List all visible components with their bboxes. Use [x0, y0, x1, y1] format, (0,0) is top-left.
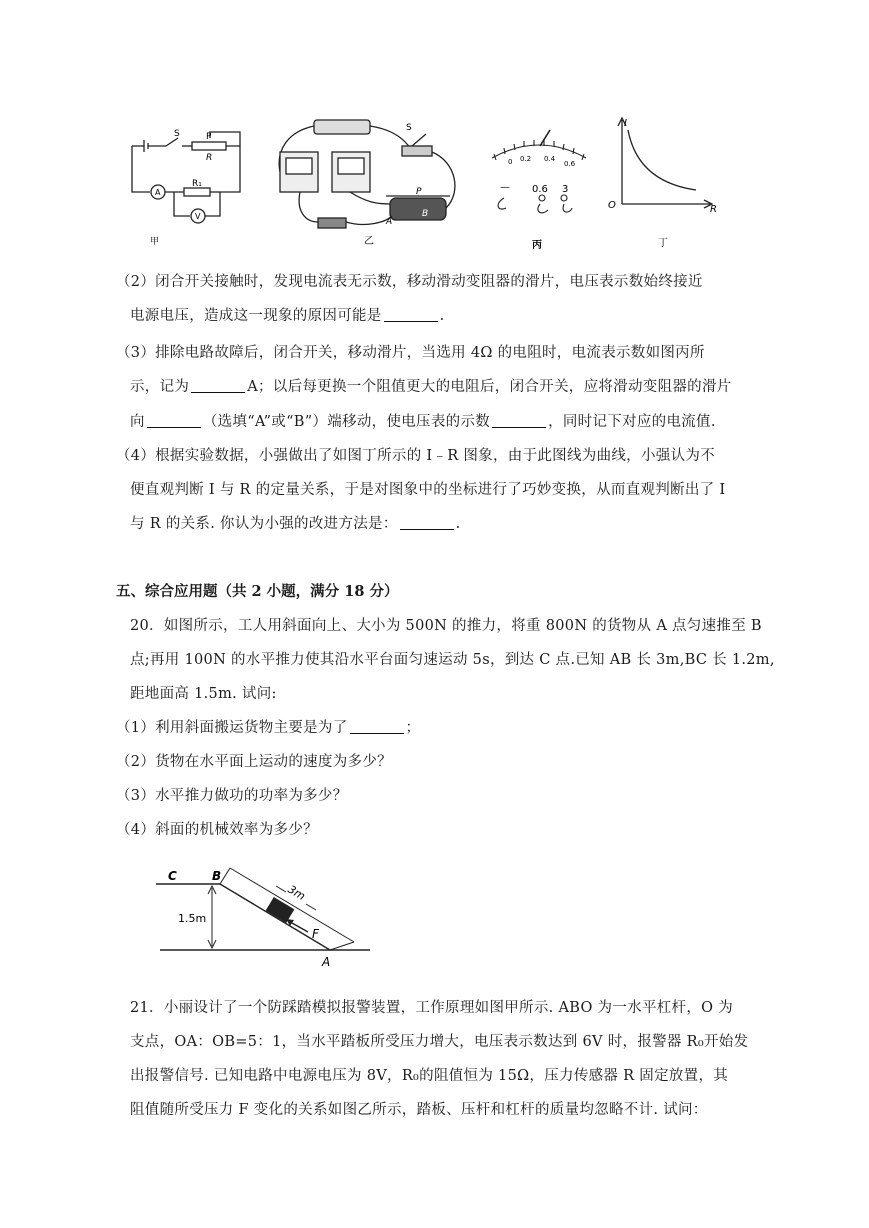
- svg-text:A: A: [155, 188, 161, 197]
- figure-bing-label: 丙: [532, 240, 542, 251]
- q19-p2-line2: 电源电压，造成这一现象的原因可能是 .: [130, 308, 445, 324]
- circuit-r-label: R: [206, 153, 213, 163]
- q19-answer-blank-5[interactable]: [400, 515, 454, 530]
- meter-terminal-06: 0.6: [532, 184, 548, 195]
- figure-incline: [156, 862, 376, 972]
- q20-sub2: （2）货物在水平面上运动的速度为多少？: [116, 754, 392, 770]
- circuit-s-label: S: [174, 129, 180, 139]
- section-heading: 五、综合应用题（共 2 小题，满分 18 分）: [116, 583, 399, 600]
- q20-line3: 距地面高 1.5m. 试问:: [130, 686, 277, 702]
- q20-answer-blank-1[interactable]: [350, 719, 404, 734]
- meter-tick-1: 0.2: [520, 155, 532, 163]
- q19-answer-blank-1[interactable]: [384, 307, 438, 322]
- q19-answer-blank-2[interactable]: [191, 378, 245, 393]
- circuit-p-label: P: [206, 132, 212, 142]
- yi-p-label: P: [416, 187, 422, 197]
- q21-line3: 出报警信号. 已知电路中电源电压为 8V，R₀的阻值恒为 15Ω，压力传感器 R 固定放置，其: [130, 1068, 729, 1084]
- incline-a-label: A: [322, 955, 331, 969]
- meter-tick-3: 0.6: [564, 160, 576, 168]
- figure-yi-label: 乙: [364, 236, 374, 247]
- meter-tick-0: 0: [508, 158, 513, 166]
- incline-f-label: F: [312, 927, 319, 941]
- figure-bing-ammeter: [484, 128, 594, 252]
- q19-p2-line1: （2）闭合开关接触时，发现电流表无示数，移动滑动变阻器的滑片，电压表示数始终接近: [116, 274, 703, 290]
- figure-ding-graph: [604, 112, 724, 252]
- q19-p4-line1: （4）根据实验数据，小强做出了如图丁所示的 I﹣R 图象，由于此图线为曲线，小强认为不: [116, 448, 715, 464]
- figure-jia-label: 甲: [150, 237, 160, 247]
- meter-tick-2: 0.4: [544, 155, 556, 163]
- incline-b-label: B: [212, 869, 222, 883]
- q21-line2: 支点，OA：OB=5：1，当水平踏板所受压力增大，电压表示数达到 6V 时，报警器 R₀开始发: [130, 1034, 749, 1050]
- incline-c-label: C: [168, 869, 177, 883]
- figure-jia-circuit: [122, 128, 252, 248]
- q20-sub1: （1）利用斜面搬运货物主要是为了 ；: [116, 720, 421, 736]
- q19-answer-blank-3[interactable]: [147, 413, 201, 428]
- q20-line2: 点;再用 100N 的水平推力使其沿水平台面匀速运动 5s，到达 C 点.已知 AB 长 3m,BC 长 1.2m,: [130, 652, 775, 668]
- meter-terminal-neg: —: [500, 182, 510, 193]
- svg-text:V: V: [195, 212, 201, 221]
- q19-p3-line1: （3）排除电路故障后，闭合开关，移动滑片，当选用 4Ω 的电阻时，电流表示数如图丙所: [116, 345, 705, 361]
- yi-b-label: B: [422, 209, 429, 219]
- incline-length-label: 3m: [285, 882, 308, 904]
- graph-i-label: I: [624, 118, 627, 129]
- figure-ding-label: 丁: [658, 238, 668, 249]
- incline-height-label: 1.5m: [178, 912, 207, 925]
- yi-s-label: S: [406, 123, 412, 133]
- yi-a-label: A: [386, 217, 393, 227]
- circuit-r1-label: R₁: [192, 179, 202, 189]
- q21-line1: 21．小丽设计了一个防踩踏模拟报警装置，工作原理如图甲所示. ABO 为一水平杠杆，O 为: [130, 1000, 734, 1016]
- graph-o-label: O: [608, 200, 616, 211]
- graph-r-label: R: [710, 204, 717, 215]
- q19-answer-blank-4[interactable]: [492, 413, 546, 428]
- q19-p4-line3: 与 R 的关系. 你认为小强的改进方法是： .: [130, 516, 461, 532]
- q21-line4: 阻值随所受压力 F 变化的关系如图乙所示，踏板、压杆和杠杆的质量均忽略不计. 试问：: [130, 1102, 708, 1118]
- meter-terminal-3: 3: [562, 184, 569, 195]
- q19-p3-line2: 示，记为 A；以后每更换一个阻值更大的电阻后，闭合开关，应将滑动变阻器的滑片: [130, 379, 732, 395]
- figure-yi-apparatus: [266, 112, 466, 248]
- q19-p3-line3: 向 （选填“A”或“B”）端移动，使电压表的示数 ，同时记下对应的电流值.: [130, 414, 716, 430]
- q20-sub3: （3）水平推力做功的功率为多少？: [116, 788, 348, 804]
- q19-p4-line2: 便直观判断 I 与 R 的定量关系，于是对图象中的坐标进行了巧妙变换，从而直观判断出了 I: [130, 482, 726, 498]
- q20-line1: 20．如图所示，工人用斜面向上、大小为 500N 的推力，将重 800N 的货物从 A 点匀速推至 B: [130, 618, 762, 634]
- q20-sub4: （4）斜面的机械效率为多少？: [116, 822, 318, 838]
